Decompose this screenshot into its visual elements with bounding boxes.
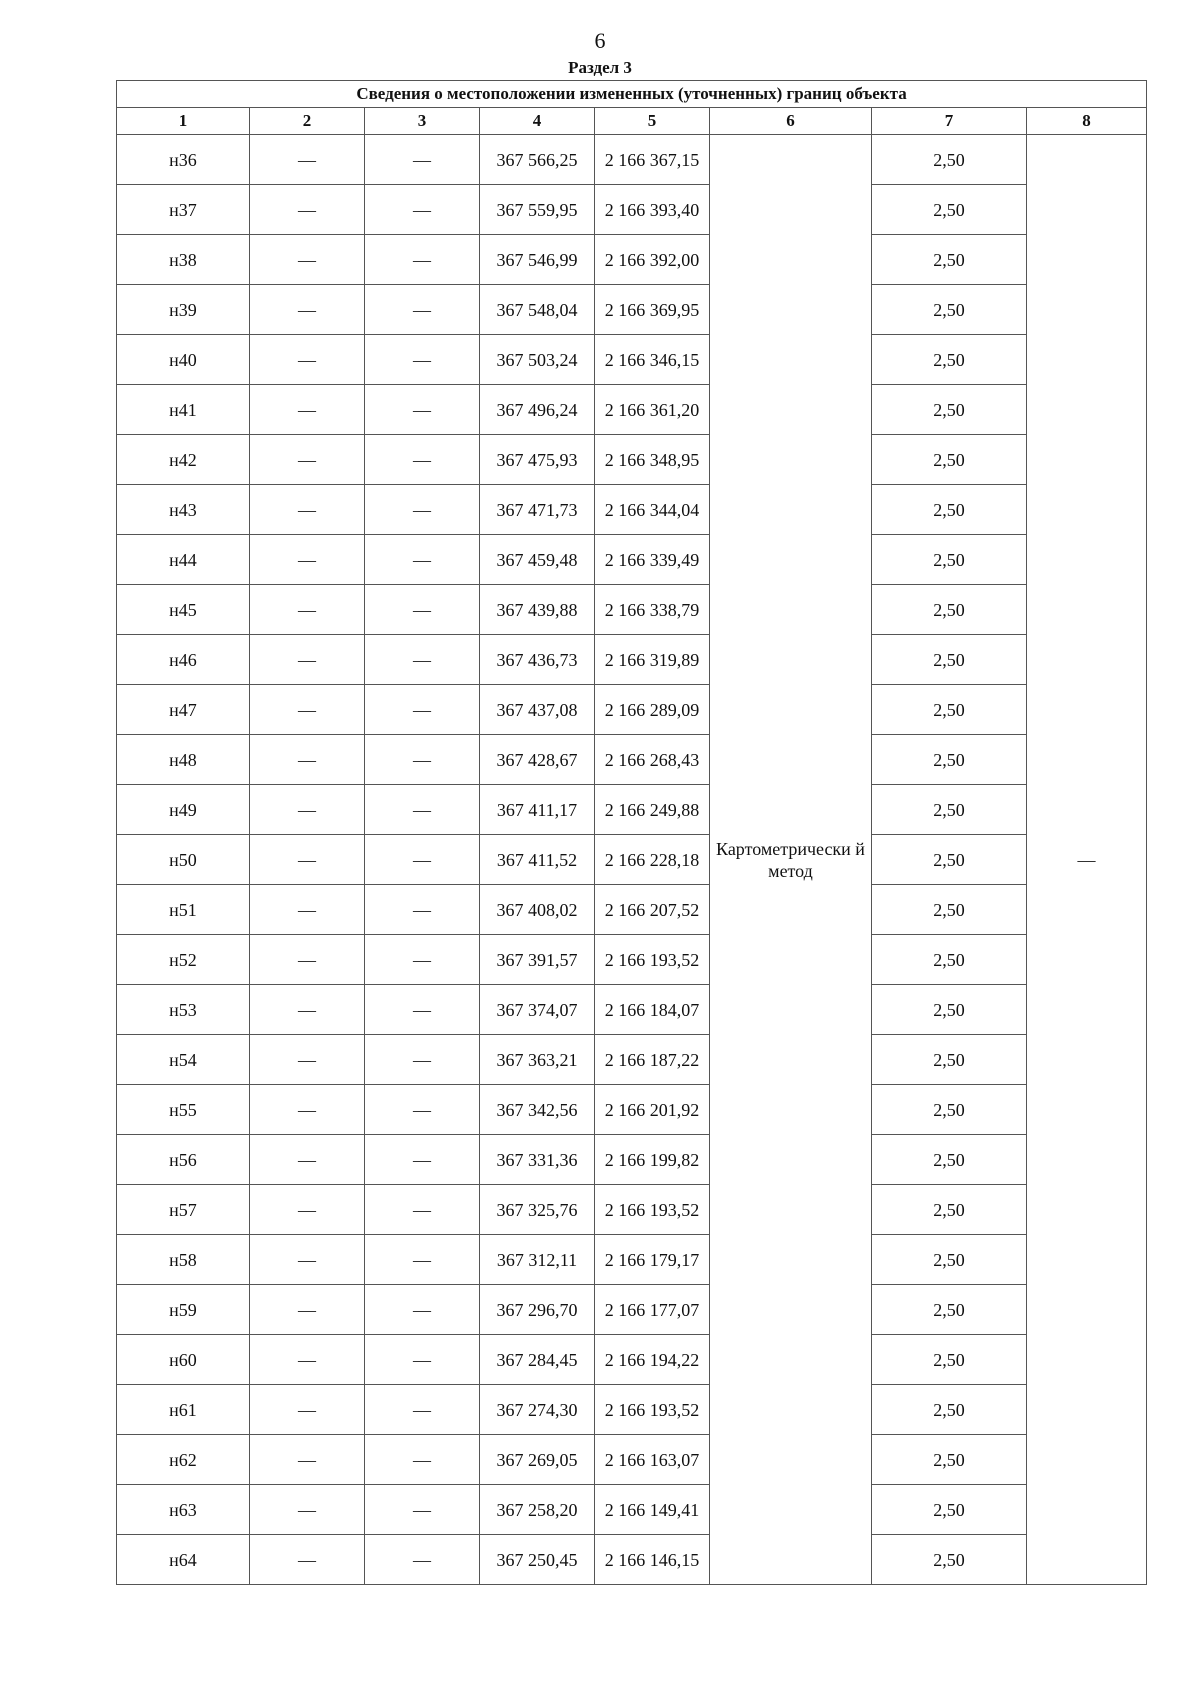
point-name-cell: н46 [117, 635, 250, 685]
column3-cell: — [365, 1035, 480, 1085]
accuracy-cell: 2,50 [872, 435, 1027, 485]
table-row [117, 1485, 1147, 1535]
y-coordinate-cell: 2 166 319,89 [595, 635, 710, 685]
accuracy-cell: 2,50 [872, 935, 1027, 985]
accuracy-cell: 2,50 [872, 385, 1027, 435]
x-coordinate-cell: 367 258,20 [480, 1485, 595, 1535]
x-coordinate-cell: 367 331,36 [480, 1135, 595, 1185]
accuracy-cell: 2,50 [872, 485, 1027, 535]
column3-cell: — [365, 635, 480, 685]
y-coordinate-cell: 2 166 207,52 [595, 885, 710, 935]
table-row [117, 335, 1147, 385]
table-row [117, 535, 1147, 585]
point-name-cell: н43 [117, 485, 250, 535]
y-coordinate-cell: 2 166 268,43 [595, 735, 710, 785]
accuracy-cell: 2,50 [872, 185, 1027, 235]
y-coordinate-cell: 2 166 187,22 [595, 1035, 710, 1085]
x-coordinate-cell: 367 269,05 [480, 1435, 595, 1485]
column2-cell: — [250, 485, 365, 535]
x-coordinate-cell: 367 566,25 [480, 135, 595, 185]
column3-cell: — [365, 1435, 480, 1485]
x-coordinate-cell: 367 548,04 [480, 285, 595, 335]
table-row [117, 685, 1147, 735]
column2-cell: — [250, 1285, 365, 1335]
point-name-cell: н40 [117, 335, 250, 385]
column2-cell: — [250, 135, 365, 185]
x-coordinate-cell: 367 503,24 [480, 335, 595, 385]
column2-cell: — [250, 1435, 365, 1485]
column2-cell: — [250, 585, 365, 635]
accuracy-cell: 2,50 [872, 585, 1027, 635]
table-row [117, 285, 1147, 335]
accuracy-cell: 2,50 [872, 635, 1027, 685]
accuracy-cell: 2,50 [872, 535, 1027, 585]
column3-cell: — [365, 1385, 480, 1435]
column2-cell: — [250, 635, 365, 685]
table-row [117, 985, 1147, 1035]
point-name-cell: н37 [117, 185, 250, 235]
column2-cell: — [250, 1135, 365, 1185]
table-row [117, 1135, 1147, 1185]
y-coordinate-cell: 2 166 346,15 [595, 335, 710, 385]
y-coordinate-cell: 2 166 228,18 [595, 835, 710, 885]
x-coordinate-cell: 367 312,11 [480, 1235, 595, 1285]
point-name-cell: н64 [117, 1535, 250, 1585]
accuracy-cell: 2,50 [872, 1035, 1027, 1085]
x-coordinate-cell: 367 459,48 [480, 535, 595, 585]
x-coordinate-cell: 367 250,45 [480, 1535, 595, 1585]
y-coordinate-cell: 2 166 344,04 [595, 485, 710, 535]
column-number: 5 [595, 108, 710, 135]
y-coordinate-cell: 2 166 339,49 [595, 535, 710, 585]
table-row [117, 1335, 1147, 1385]
y-coordinate-cell: 2 166 163,07 [595, 1435, 710, 1485]
column2-cell: — [250, 735, 365, 785]
column3-cell: — [365, 785, 480, 835]
y-coordinate-cell: 2 166 367,15 [595, 135, 710, 185]
column3-cell: — [365, 1485, 480, 1535]
column3-cell: — [365, 985, 480, 1035]
x-coordinate-cell: 367 374,07 [480, 985, 595, 1035]
column2-cell: — [250, 885, 365, 935]
point-name-cell: н52 [117, 935, 250, 985]
column3-cell: — [365, 835, 480, 885]
column3-cell: — [365, 235, 480, 285]
point-name-cell: н58 [117, 1235, 250, 1285]
point-name-cell: н38 [117, 235, 250, 285]
accuracy-cell: 2,50 [872, 135, 1027, 185]
x-coordinate-cell: 367 296,70 [480, 1285, 595, 1335]
point-name-cell: н56 [117, 1135, 250, 1185]
column2-cell: — [250, 185, 365, 235]
y-coordinate-cell: 2 166 149,41 [595, 1485, 710, 1535]
point-name-cell: н51 [117, 885, 250, 935]
x-coordinate-cell: 367 428,67 [480, 735, 595, 785]
column-number: 6 [710, 108, 872, 135]
point-name-cell: н39 [117, 285, 250, 335]
column2-cell: — [250, 385, 365, 435]
table-row [117, 385, 1147, 435]
point-name-cell: н36 [117, 135, 250, 185]
column2-cell: — [250, 435, 365, 485]
table-row [117, 135, 1147, 185]
point-name-cell: н49 [117, 785, 250, 835]
section-title: Раздел 3 [568, 58, 632, 77]
column2-cell: — [250, 685, 365, 735]
column3-cell: — [365, 585, 480, 635]
column3-cell: — [365, 935, 480, 985]
table-caption: Сведения о местоположении измененных (уточненных) границ объекта [117, 81, 1147, 108]
y-coordinate-cell: 2 166 348,95 [595, 435, 710, 485]
point-name-cell: н54 [117, 1035, 250, 1085]
point-name-cell: н45 [117, 585, 250, 635]
page-number: 6 [594, 28, 606, 53]
coordinates-table [116, 80, 1147, 1585]
table-row [117, 1085, 1147, 1135]
y-coordinate-cell: 2 166 194,22 [595, 1335, 710, 1385]
point-name-cell: н48 [117, 735, 250, 785]
x-coordinate-cell: 367 342,56 [480, 1085, 595, 1135]
y-coordinate-cell: 2 166 146,15 [595, 1535, 710, 1585]
column2-cell: — [250, 985, 365, 1035]
column-number: 7 [872, 108, 1027, 135]
table-row [117, 1385, 1147, 1435]
y-coordinate-cell: 2 166 361,20 [595, 385, 710, 435]
point-name-cell: н57 [117, 1185, 250, 1235]
table-row [117, 1185, 1147, 1235]
table-row [117, 185, 1147, 235]
accuracy-cell: 2,50 [872, 1435, 1027, 1485]
column2-cell: — [250, 1185, 365, 1235]
column3-cell: — [365, 335, 480, 385]
x-coordinate-cell: 367 363,21 [480, 1035, 595, 1085]
x-coordinate-cell: 367 546,99 [480, 235, 595, 285]
accuracy-cell: 2,50 [872, 1185, 1027, 1235]
x-coordinate-cell: 367 559,95 [480, 185, 595, 235]
x-coordinate-cell: 367 325,76 [480, 1185, 595, 1235]
accuracy-cell: 2,50 [872, 1485, 1027, 1535]
accuracy-cell: 2,50 [872, 1235, 1027, 1285]
column3-cell: — [365, 185, 480, 235]
point-name-cell: н47 [117, 685, 250, 735]
y-coordinate-cell: 2 166 179,17 [595, 1235, 710, 1285]
accuracy-cell: 2,50 [872, 885, 1027, 935]
x-coordinate-cell: 367 437,08 [480, 685, 595, 735]
y-coordinate-cell: 2 166 193,52 [595, 1385, 710, 1435]
y-coordinate-cell: 2 166 184,07 [595, 985, 710, 1035]
column2-cell: — [250, 285, 365, 335]
column3-cell: — [365, 435, 480, 485]
table-row [117, 1035, 1147, 1085]
accuracy-cell: 2,50 [872, 1385, 1027, 1435]
column2-cell: — [250, 1035, 365, 1085]
column3-cell: — [365, 735, 480, 785]
accuracy-cell: 2,50 [872, 335, 1027, 385]
column2-cell: — [250, 935, 365, 985]
accuracy-cell: 2,50 [872, 835, 1027, 885]
x-coordinate-cell: 367 436,73 [480, 635, 595, 685]
table-body [117, 135, 1147, 1585]
x-coordinate-cell: 367 475,93 [480, 435, 595, 485]
column3-cell: — [365, 1185, 480, 1235]
y-coordinate-cell: 2 166 289,09 [595, 685, 710, 735]
column-number: 3 [365, 108, 480, 135]
table-row [117, 585, 1147, 635]
accuracy-cell: 2,50 [872, 1085, 1027, 1135]
accuracy-cell: 2,50 [872, 1285, 1027, 1335]
column3-cell: — [365, 1335, 480, 1385]
x-coordinate-cell: 367 496,24 [480, 385, 595, 435]
table-row [117, 435, 1147, 485]
x-coordinate-cell: 367 274,30 [480, 1385, 595, 1435]
point-name-cell: н61 [117, 1385, 250, 1435]
table-row [117, 635, 1147, 685]
point-name-cell: н55 [117, 1085, 250, 1135]
y-coordinate-cell: 2 166 338,79 [595, 585, 710, 635]
column2-cell: — [250, 785, 365, 835]
x-coordinate-cell: 367 284,45 [480, 1335, 595, 1385]
accuracy-cell: 2,50 [872, 785, 1027, 835]
x-coordinate-cell: 367 411,52 [480, 835, 595, 885]
table-row [117, 735, 1147, 785]
x-coordinate-cell: 367 411,17 [480, 785, 595, 835]
column2-cell: — [250, 1535, 365, 1585]
column2-cell: — [250, 1235, 365, 1285]
table-row [117, 885, 1147, 935]
column2-cell: — [250, 1485, 365, 1535]
x-coordinate-cell: 367 439,88 [480, 585, 595, 635]
point-name-cell: н44 [117, 535, 250, 585]
accuracy-cell: 2,50 [872, 985, 1027, 1035]
column8-cell: — [1027, 135, 1147, 1585]
y-coordinate-cell: 2 166 249,88 [595, 785, 710, 835]
x-coordinate-cell: 367 391,57 [480, 935, 595, 985]
table-row [117, 1535, 1147, 1585]
table-row [117, 785, 1147, 835]
column-number: 8 [1027, 108, 1147, 135]
table-row [117, 935, 1147, 985]
column-number: 4 [480, 108, 595, 135]
point-name-cell: н41 [117, 385, 250, 435]
point-name-cell: н62 [117, 1435, 250, 1485]
accuracy-cell: 2,50 [872, 1535, 1027, 1585]
column2-cell: — [250, 335, 365, 385]
method-cell: Картометрически й метод [710, 135, 872, 1585]
column3-cell: — [365, 885, 480, 935]
column3-cell: — [365, 385, 480, 435]
accuracy-cell: 2,50 [872, 1335, 1027, 1385]
y-coordinate-cell: 2 166 199,82 [595, 1135, 710, 1185]
column3-cell: — [365, 1085, 480, 1135]
table-row [117, 1435, 1147, 1485]
point-name-cell: н59 [117, 1285, 250, 1335]
column3-cell: — [365, 535, 480, 585]
column3-cell: — [365, 135, 480, 185]
column2-cell: — [250, 1335, 365, 1385]
point-name-cell: н42 [117, 435, 250, 485]
accuracy-cell: 2,50 [872, 735, 1027, 785]
table-row [117, 1285, 1147, 1335]
y-coordinate-cell: 2 166 393,40 [595, 185, 710, 235]
column3-cell: — [365, 1285, 480, 1335]
point-name-cell: н50 [117, 835, 250, 885]
table-row [117, 485, 1147, 535]
accuracy-cell: 2,50 [872, 685, 1027, 735]
point-name-cell: н63 [117, 1485, 250, 1535]
y-coordinate-cell: 2 166 201,92 [595, 1085, 710, 1135]
y-coordinate-cell: 2 166 193,52 [595, 1185, 710, 1235]
accuracy-cell: 2,50 [872, 1135, 1027, 1185]
accuracy-cell: 2,50 [872, 285, 1027, 335]
column-number: 2 [250, 108, 365, 135]
column3-cell: — [365, 1535, 480, 1585]
column-number-row [117, 108, 1147, 135]
column-number: 1 [117, 108, 250, 135]
x-coordinate-cell: 367 408,02 [480, 885, 595, 935]
column2-cell: — [250, 235, 365, 285]
accuracy-cell: 2,50 [872, 235, 1027, 285]
column2-cell: — [250, 535, 365, 585]
table-row [117, 235, 1147, 285]
column3-cell: — [365, 1135, 480, 1185]
table-row [117, 1235, 1147, 1285]
column2-cell: — [250, 1085, 365, 1135]
table-row [117, 835, 1147, 885]
y-coordinate-cell: 2 166 177,07 [595, 1285, 710, 1335]
column3-cell: — [365, 485, 480, 535]
x-coordinate-cell: 367 471,73 [480, 485, 595, 535]
column2-cell: — [250, 1385, 365, 1435]
column3-cell: — [365, 285, 480, 335]
column3-cell: — [365, 685, 480, 735]
column3-cell: — [365, 1235, 480, 1285]
point-name-cell: н60 [117, 1335, 250, 1385]
y-coordinate-cell: 2 166 392,00 [595, 235, 710, 285]
column2-cell: — [250, 835, 365, 885]
y-coordinate-cell: 2 166 369,95 [595, 285, 710, 335]
point-name-cell: н53 [117, 985, 250, 1035]
table-caption-row [117, 81, 1147, 108]
y-coordinate-cell: 2 166 193,52 [595, 935, 710, 985]
